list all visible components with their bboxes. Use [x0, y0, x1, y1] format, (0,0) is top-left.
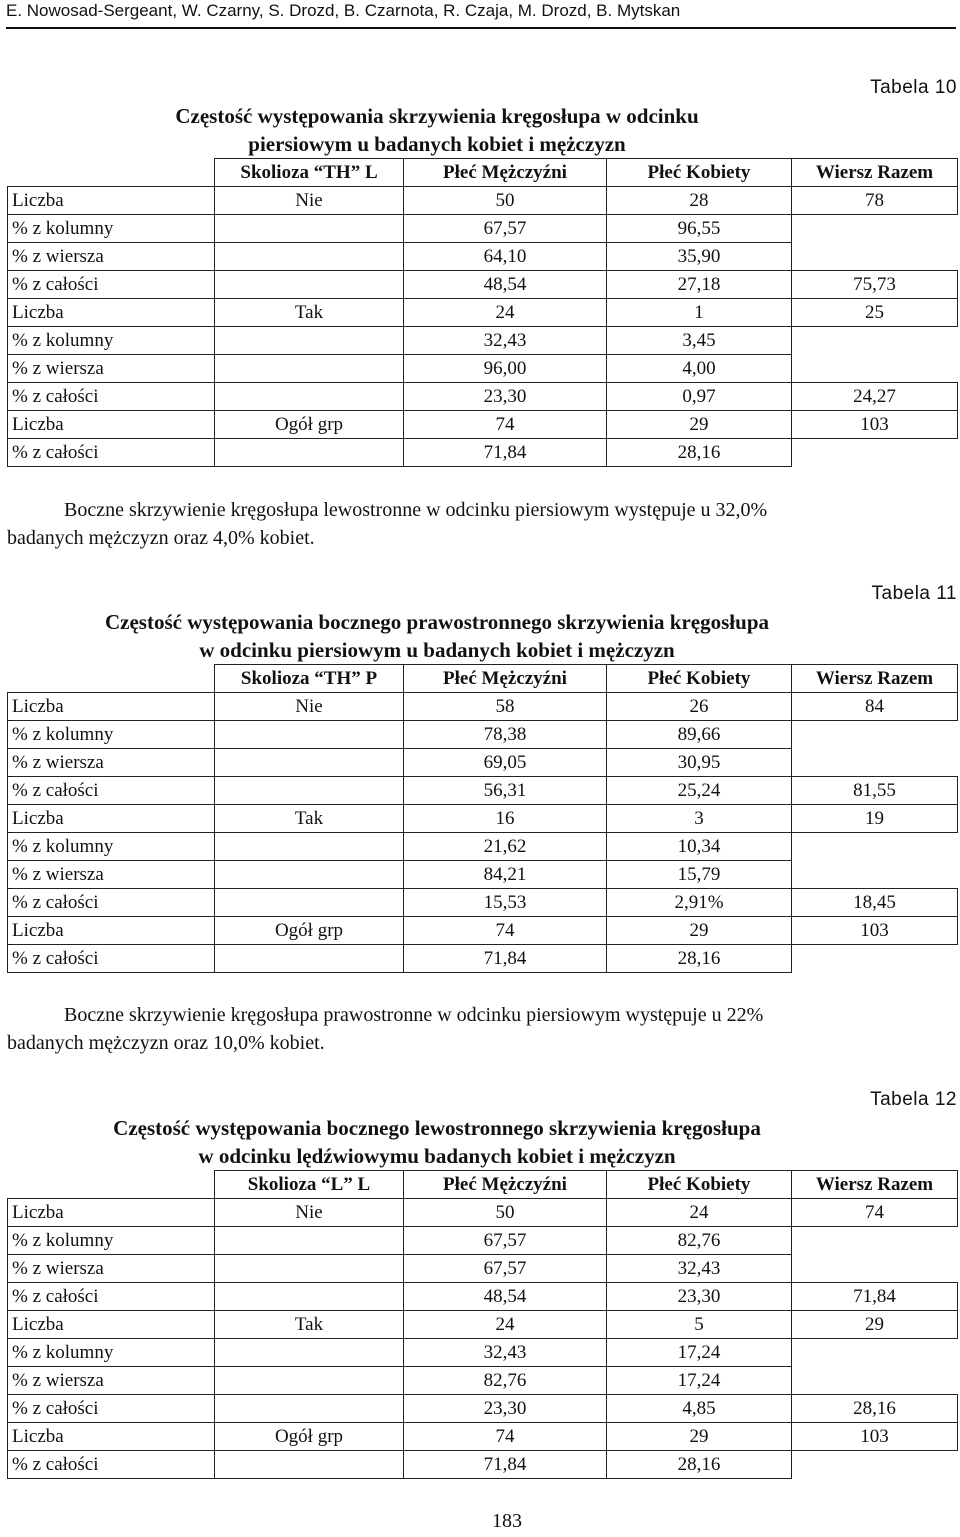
table-row: [8, 721, 958, 749]
table-cell: 21,62: [404, 833, 607, 861]
table-cell: 103: [792, 917, 958, 945]
table-cell: 74: [792, 1199, 958, 1227]
table-cell: Liczba: [8, 693, 215, 721]
table-header-row: [8, 665, 958, 693]
paragraph-line: Boczne skrzywienie kręgosłupa lewostronne w odcinku piersiowym występuje u 32,0%: [64, 499, 768, 521]
column-header: Wiersz Razem: [792, 159, 958, 187]
table-cell: % z wiersza: [8, 861, 215, 889]
table-cell: [792, 355, 958, 383]
table-cell: [215, 749, 404, 777]
table-row: [8, 215, 958, 243]
data-table: [7, 664, 958, 973]
table-cell: 28: [607, 187, 792, 215]
column-header: Wiersz Razem: [792, 1171, 958, 1199]
table-cell: [215, 439, 404, 467]
table-cell: % z wiersza: [8, 355, 215, 383]
table-cell: Nie: [215, 1199, 404, 1227]
table-cell: [215, 1227, 404, 1255]
table-cell: [215, 271, 404, 299]
table-row: [8, 1199, 958, 1227]
table-cell: % z całości: [8, 945, 215, 973]
table-cell: 17,24: [607, 1339, 792, 1367]
table-cell: 29: [792, 1311, 958, 1339]
table-cell: 84: [792, 693, 958, 721]
table-cell: [792, 243, 958, 271]
table-row: [8, 917, 958, 945]
table-cell: [215, 1451, 404, 1479]
table-row: [8, 1451, 958, 1479]
header-rule: [6, 27, 956, 29]
table-cell: 25,24: [607, 777, 792, 805]
table-cell: [215, 861, 404, 889]
table-cell: 24: [404, 299, 607, 327]
table-row: [8, 383, 958, 411]
table-cell: Ogół grp: [215, 917, 404, 945]
column-header: Płeć Kobiety: [607, 159, 792, 187]
column-header: Skolioza “TH” P: [215, 665, 404, 693]
table-label: Tabela 12: [870, 1089, 957, 1110]
table-12-block: [7, 1086, 957, 1479]
table-cell: 26: [607, 693, 792, 721]
table-cell: [792, 1339, 958, 1367]
table-cell: 71,84: [404, 1451, 607, 1479]
table-cell: [792, 327, 958, 355]
table-cell: % z całości: [8, 1395, 215, 1423]
table-cell: [792, 1227, 958, 1255]
caption-line: Częstość występowania bocznego prawostronnego skrzywienia kręgosłupa: [104, 610, 769, 634]
column-header: [8, 665, 215, 693]
table-cell: 24,27: [792, 383, 958, 411]
table-cell: [792, 749, 958, 777]
table-cell: 2,91%: [607, 889, 792, 917]
table-cell: 82,76: [607, 1227, 792, 1255]
table-cell: % z kolumny: [8, 721, 215, 749]
table-cell: % z wiersza: [8, 749, 215, 777]
paragraph-2: [7, 1001, 957, 1057]
table-cell: [215, 1367, 404, 1395]
column-header: Płeć Kobiety: [607, 1171, 792, 1199]
table-cell: % z całości: [8, 777, 215, 805]
table-row: [8, 271, 958, 299]
table-cell: [215, 833, 404, 861]
table-cell: [215, 1395, 404, 1423]
table-row: [8, 861, 958, 889]
table-cell: 82,76: [404, 1367, 607, 1395]
paragraph-1: [7, 496, 957, 552]
table-cell: 48,54: [404, 1283, 607, 1311]
table-cell: 3: [607, 805, 792, 833]
table-cell: [792, 1451, 958, 1479]
table-cell: [792, 861, 958, 889]
table-cell: 56,31: [404, 777, 607, 805]
table-cell: 71,84: [404, 945, 607, 973]
table-cell: % z kolumny: [8, 833, 215, 861]
table-row: [8, 693, 958, 721]
table-cell: 48,54: [404, 271, 607, 299]
table-cell: 67,57: [404, 1227, 607, 1255]
table-row: [8, 1339, 958, 1367]
table-cell: 74: [404, 917, 607, 945]
table-cell: [792, 721, 958, 749]
table-row: [8, 1227, 958, 1255]
table-row: [8, 327, 958, 355]
table-cell: 103: [792, 411, 958, 439]
table-cell: 15,79: [607, 861, 792, 889]
table-cell: 5: [607, 1311, 792, 1339]
table-row: [8, 411, 958, 439]
table-cell: 29: [607, 1423, 792, 1451]
column-header: [8, 159, 215, 187]
paragraph-line: badanych mężczyzn oraz 4,0% kobiet.: [7, 527, 315, 549]
table-10-block: [7, 74, 957, 467]
table-row: [8, 777, 958, 805]
table-row: [8, 1311, 958, 1339]
table-cell: Ogół grp: [215, 411, 404, 439]
table-cell: 64,10: [404, 243, 607, 271]
table-cell: [215, 777, 404, 805]
table-cell: 89,66: [607, 721, 792, 749]
table-cell: [215, 243, 404, 271]
table-cell: 28,16: [792, 1395, 958, 1423]
table-cell: Liczba: [8, 1199, 215, 1227]
table-cell: 28,16: [607, 439, 792, 467]
table-cell: % z kolumny: [8, 215, 215, 243]
table-cell: Liczba: [8, 299, 215, 327]
table-cell: % z kolumny: [8, 327, 215, 355]
table-header-row: [8, 1171, 958, 1199]
table-cell: 32,43: [404, 1339, 607, 1367]
table-cell: Nie: [215, 187, 404, 215]
table-cell: 27,18: [607, 271, 792, 299]
table-cell: [215, 215, 404, 243]
table-cell: [215, 1255, 404, 1283]
data-table: [7, 1170, 958, 1479]
column-header: Skolioza “L” L: [215, 1171, 404, 1199]
column-header: [8, 1171, 215, 1199]
table-cell: 81,55: [792, 777, 958, 805]
table-cell: Liczba: [8, 187, 215, 215]
table-cell: Tak: [215, 1311, 404, 1339]
table-cell: 67,57: [404, 1255, 607, 1283]
table-cell: 32,43: [404, 327, 607, 355]
table-row: [8, 1367, 958, 1395]
page-number: 183: [492, 1510, 522, 1532]
table-cell: 29: [607, 917, 792, 945]
table-cell: [215, 355, 404, 383]
caption-line: piersiowym u badanych kobiet i mężczyzn: [248, 132, 626, 156]
table-cell: 24: [607, 1199, 792, 1227]
table-cell: 19: [792, 805, 958, 833]
table-cell: 10,34: [607, 833, 792, 861]
table-cell: Liczba: [8, 917, 215, 945]
table-cell: [792, 833, 958, 861]
table-cell: 69,05: [404, 749, 607, 777]
caption-line: w odcinku piersiowym u badanych kobiet i mężczyzn: [199, 638, 675, 662]
table-row: [8, 299, 958, 327]
table-cell: 29: [607, 411, 792, 439]
table-cell: 71,84: [792, 1283, 958, 1311]
table-row: [8, 439, 958, 467]
table-cell: % z kolumny: [8, 1227, 215, 1255]
table-row: [8, 833, 958, 861]
table-row: [8, 243, 958, 271]
paragraph-line: Boczne skrzywienie kręgosłupa prawostronne w odcinku piersiowym występuje u 22%: [64, 1004, 764, 1026]
table-cell: 23,30: [404, 1395, 607, 1423]
table-cell: Nie: [215, 693, 404, 721]
table-cell: 18,45: [792, 889, 958, 917]
table-cell: 24: [404, 1311, 607, 1339]
table-cell: [792, 1255, 958, 1283]
table-caption: [7, 102, 957, 158]
column-header: Wiersz Razem: [792, 665, 958, 693]
table-cell: % z wiersza: [8, 1255, 215, 1283]
table-cell: 30,95: [607, 749, 792, 777]
table-row: [8, 945, 958, 973]
table-cell: [792, 439, 958, 467]
table-cell: Tak: [215, 805, 404, 833]
table-cell: 96,55: [607, 215, 792, 243]
running-head: E. Nowosad-Sergeant, W. Czarny, S. Drozd, B. Czarnota, R. Czaja, M. Drozd, B. Mytskan: [6, 1, 681, 20]
table-cell: 35,90: [607, 243, 792, 271]
table-caption: [7, 608, 957, 664]
table-cell: 28,16: [607, 1451, 792, 1479]
table-cell: 1: [607, 299, 792, 327]
table-row: [8, 805, 958, 833]
table-cell: 50: [404, 1199, 607, 1227]
table-header-row: [8, 159, 958, 187]
table-cell: 32,43: [607, 1255, 792, 1283]
table-row: [8, 187, 958, 215]
table-cell: Liczba: [8, 805, 215, 833]
table-cell: Ogół grp: [215, 1423, 404, 1451]
table-row: [8, 1395, 958, 1423]
table-cell: [215, 383, 404, 411]
table-cell: 16: [404, 805, 607, 833]
table-cell: 3,45: [607, 327, 792, 355]
column-header: Skolioza “TH” L: [215, 159, 404, 187]
table-cell: 17,24: [607, 1367, 792, 1395]
table-cell: [215, 1339, 404, 1367]
table-cell: [792, 215, 958, 243]
caption-line: w odcinku lędźwiowymu badanych kobiet i mężczyzn: [198, 1144, 676, 1168]
table-cell: 0,97: [607, 383, 792, 411]
table-cell: 58: [404, 693, 607, 721]
table-cell: Liczba: [8, 1423, 215, 1451]
table-cell: % z kolumny: [8, 1339, 215, 1367]
table-cell: [792, 945, 958, 973]
table-cell: 75,73: [792, 271, 958, 299]
table-cell: 96,00: [404, 355, 607, 383]
table-cell: 78: [792, 187, 958, 215]
table-cell: [215, 945, 404, 973]
paragraph-line: badanych mężczyzn oraz 10,0% kobiet.: [7, 1032, 325, 1054]
table-cell: 50: [404, 187, 607, 215]
table-cell: 28,16: [607, 945, 792, 973]
column-header: Płeć Mężczyźni: [404, 665, 607, 693]
column-header: Płeć Mężczyźni: [404, 1171, 607, 1199]
caption-line: Częstość występowania bocznego lewostronnego skrzywienia kręgosłupa: [113, 1116, 761, 1140]
column-header: Płeć Kobiety: [607, 665, 792, 693]
table-cell: [215, 327, 404, 355]
table-cell: 78,38: [404, 721, 607, 749]
table-cell: 103: [792, 1423, 958, 1451]
table-cell: 15,53: [404, 889, 607, 917]
table-cell: 25: [792, 299, 958, 327]
table-row: [8, 1283, 958, 1311]
table-cell: % z całości: [8, 383, 215, 411]
table-cell: 4,85: [607, 1395, 792, 1423]
table-cell: 74: [404, 411, 607, 439]
table-cell: 71,84: [404, 439, 607, 467]
table-cell: 4,00: [607, 355, 792, 383]
table-cell: Liczba: [8, 411, 215, 439]
table-cell: Liczba: [8, 1311, 215, 1339]
table-cell: [215, 721, 404, 749]
caption-line: Częstość występowania skrzywienia kręgosłupa w odcinku: [175, 104, 699, 128]
table-cell: [792, 1367, 958, 1395]
table-cell: Tak: [215, 299, 404, 327]
table-cell: % z wiersza: [8, 243, 215, 271]
table-row: [8, 355, 958, 383]
table-cell: [215, 889, 404, 917]
data-table: [7, 158, 958, 467]
table-row: [8, 1255, 958, 1283]
table-cell: 84,21: [404, 861, 607, 889]
table-cell: 23,30: [404, 383, 607, 411]
column-header: Płeć Mężczyźni: [404, 159, 607, 187]
table-11-block: [7, 580, 957, 973]
table-cell: % z całości: [8, 439, 215, 467]
table-cell: % z całości: [8, 1283, 215, 1311]
table-cell: % z całości: [8, 271, 215, 299]
table-cell: [215, 1283, 404, 1311]
table-caption: [7, 1114, 957, 1170]
table-cell: 74: [404, 1423, 607, 1451]
table-cell: % z wiersza: [8, 1367, 215, 1395]
table-label: Tabela 10: [870, 77, 957, 98]
table-row: [8, 1423, 958, 1451]
table-cell: 67,57: [404, 215, 607, 243]
table-label: Tabela 11: [871, 583, 957, 604]
table-cell: 23,30: [607, 1283, 792, 1311]
table-row: [8, 889, 958, 917]
table-cell: % z całości: [8, 889, 215, 917]
table-cell: % z całości: [8, 1451, 215, 1479]
table-row: [8, 749, 958, 777]
